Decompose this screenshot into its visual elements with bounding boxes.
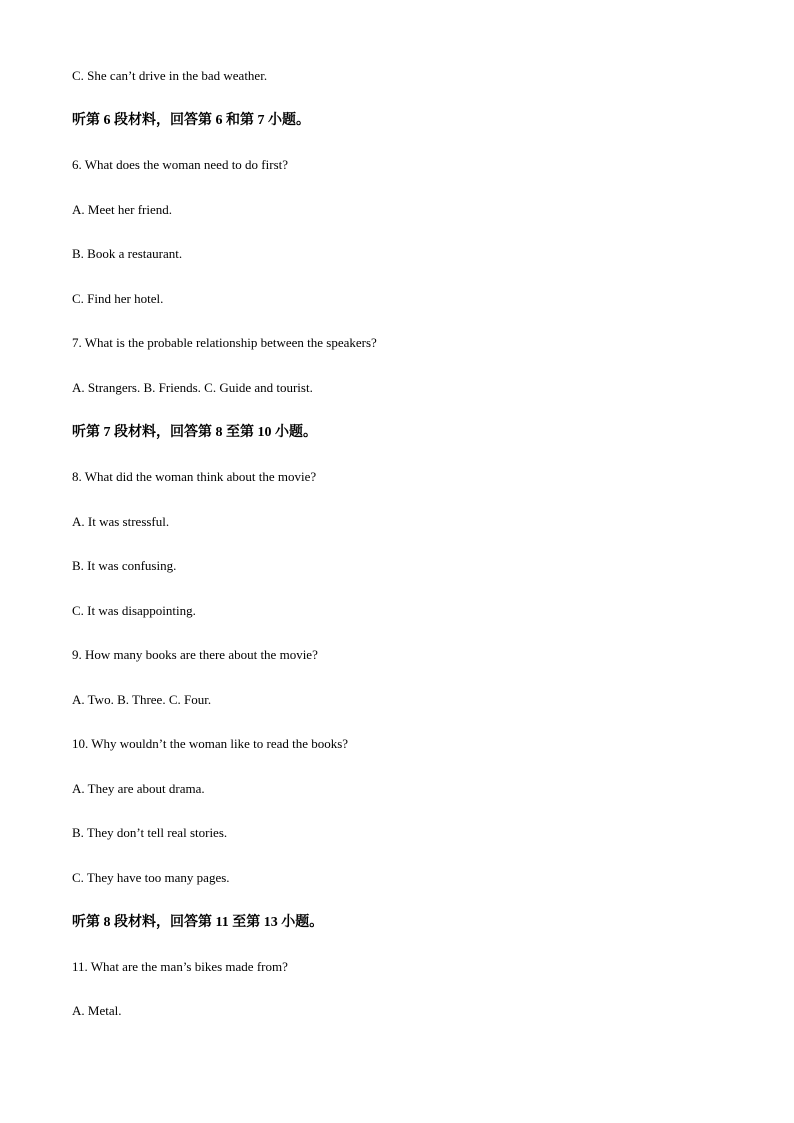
option-5c: C. She can’t drive in the bad weather. [72, 68, 268, 83]
option-8c: C. It was disappointing. [72, 603, 196, 618]
option-6b: B. Book a restaurant. [72, 246, 183, 261]
option-8a: A. It was stressful. [72, 514, 170, 529]
option-10c: C. They have too many pages. [72, 870, 230, 885]
option-10b: B. They don’t tell real stories. [72, 825, 228, 840]
option-8b: B. It was confusing. [72, 558, 177, 573]
question-6: 6. What does the woman need to do first? [72, 157, 289, 172]
section-heading-7: 听第 7 段材料，回答第 8 至第 10 小题。 [72, 425, 317, 440]
option-6a: A. Meet her friend. [72, 202, 172, 217]
question-10: 10. Why wouldn’t the woman like to read the books? [72, 736, 349, 751]
question-11: 11. What are the man’s bikes made from? [72, 959, 288, 974]
option-11a: A. Metal. [72, 1003, 122, 1018]
option-10a: A. They are about drama. [72, 781, 205, 796]
question-8: 8. What did the woman think about the movie? [72, 469, 317, 484]
question-7: 7. What is the probable relationship between the speakers? [72, 335, 377, 350]
options-9: A. Two. B. Three. C. Four. [72, 692, 212, 707]
option-6c: C. Find her hotel. [72, 291, 164, 306]
section-heading-8: 听第 8 段材料，回答第 11 至第 13 小题。 [72, 915, 324, 930]
question-9: 9. How many books are there about the movie? [72, 647, 318, 662]
section-heading-6: 听第 6 段材料，回答第 6 和第 7 小题。 [72, 113, 310, 128]
options-7: A. Strangers. B. Friends. C. Guide and tourist. [72, 380, 313, 395]
